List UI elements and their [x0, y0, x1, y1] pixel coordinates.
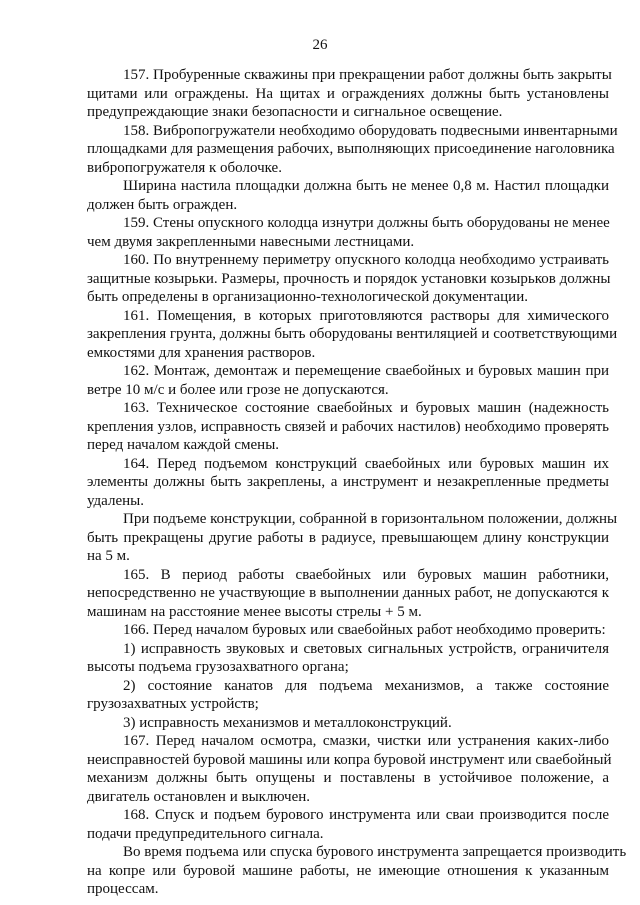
paragraph-line: быть определены в организационно-технологической документации. — [87, 289, 528, 305]
paragraph-line: высоты подъема грузозахватного органа; — [87, 659, 349, 675]
paragraph-line: быть прекращены другие работы в радиусе, превышающем длину конструкции — [87, 529, 609, 546]
paragraph-line: процессам. — [87, 881, 159, 897]
paragraph-line: закрепления грунта, должны быть оборудованы вентиляцией и соответствующими — [87, 326, 618, 342]
paragraph — [87, 677, 609, 714]
paragraph-line: щитами или ограждены. На щитах и ограждениях должны быть установлены — [87, 85, 609, 102]
paragraph — [87, 122, 618, 178]
paragraph — [87, 177, 609, 214]
paragraph-line: на копре или буровой машине работы, не имеющие отношения к указанным — [87, 862, 609, 879]
paragraph — [87, 621, 609, 640]
paragraph — [87, 732, 612, 806]
paragraph-line: чем двумя закрепленными навесными лестницами. — [87, 233, 415, 250]
paragraph — [87, 640, 609, 677]
paragraph-line: вибропогружателя к оболочке. — [87, 159, 282, 176]
paragraph-line: 2) состояние канатов для подъема механизмов, а также состояние — [123, 677, 609, 694]
paragraph-line: удалены. — [87, 492, 144, 509]
paragraph — [87, 251, 609, 307]
paragraph — [87, 843, 627, 899]
paragraph-line: емкостями для хранения растворов. — [87, 344, 316, 361]
paragraph-line: площадками для размещения рабочих, выполняющих присоединение наголовника — [87, 141, 615, 157]
page-number: 26 — [312, 37, 328, 53]
paragraph-line: на 5 м. — [87, 548, 130, 564]
paragraph — [87, 399, 609, 455]
paragraph-line: 166. Перед началом буровых или сваебойных работ необходимо проверить: — [123, 622, 606, 638]
paragraph-line: грузозахватных устройств; — [87, 696, 259, 712]
paragraph-line: двигатель остановлен и выключен. — [87, 788, 311, 805]
paragraph-line: перед началом каждой смены. — [87, 437, 280, 453]
paragraph-line: неисправностей буровой машины или копра буровой инструмент или сваебойный — [87, 751, 612, 768]
paragraph-line: 158. Вибропогружатели необходимо оборудовать подвесными инвентарными — [123, 122, 618, 139]
paragraph-line: 161. Помещения, в которых приготовляются растворы для химического — [123, 307, 609, 324]
paragraph — [87, 510, 618, 566]
paragraph-line: предупреждающие знаки безопасности и сигнальное освещение. — [87, 104, 503, 120]
paragraph — [87, 214, 609, 251]
paragraph-line: 157. Пробуренные скважины при прекращении работ должны быть закрыты — [123, 67, 612, 83]
paragraph-line: элементы должны быть закреплены, а инструмент и незакрепленные предметы — [87, 474, 609, 490]
paragraph-line: Во время подъема или спуска бурового инструмента запрещается производить — [123, 844, 627, 860]
paragraph — [87, 362, 609, 399]
paragraph-line: 160. По внутреннему периметру опускного колодца необходимо устраивать — [123, 252, 609, 268]
paragraph-line: 3) исправность механизмов и металлоконструкций. — [123, 714, 452, 731]
paragraph-line: Ширина настила площадки должна быть не менее 0,8 м. Настил площадки — [123, 178, 609, 194]
paragraph — [87, 66, 612, 122]
paragraph-line: крепления узлов, исправность связей и рабочих настилов) необходимо проверять — [87, 418, 609, 435]
paragraph-line: защитные козырьки. Размеры, прочность и порядок установки козырьков должны — [87, 270, 611, 287]
paragraph-line: 163. Техническое состояние сваебойных и буровых машин (надежность — [123, 400, 609, 416]
document-body — [87, 66, 627, 899]
paragraph-line: 162. Монтаж, демонтаж и перемещение сваебойных и буровых машин при — [123, 363, 609, 379]
paragraph-line: 167. Перед началом осмотра, смазки, чистки или устранения каких-либо — [123, 733, 609, 749]
paragraph-line: машинам на расстояние менее высоты стрелы + 5 м. — [87, 603, 422, 620]
paragraph-line: 159. Стены опускного колодца изнутри должны быть оборудованы не менее — [123, 215, 610, 231]
paragraph-line: 168. Спуск и подъем бурового инструмента или сваи производится после — [123, 807, 609, 823]
paragraph — [87, 806, 609, 843]
paragraph-line: При подъеме конструкции, собранной в горизонтальном положении, должны — [123, 511, 618, 527]
paragraph — [87, 455, 609, 511]
paragraph — [87, 307, 618, 363]
paragraph-line: должен быть огражден. — [87, 196, 238, 213]
paragraph-line: непосредственно не участвующие в выполнении данных работ, не допускаются к — [87, 585, 609, 601]
paragraph-line: подачи предупредительного сигнала. — [87, 825, 324, 842]
paragraph-line: ветре 10 м/с и более или грозе не допускаются. — [87, 381, 389, 398]
paragraph — [87, 714, 609, 733]
paragraph-line: 164. Перед подъемом конструкций сваебойных или буровых машин их — [123, 455, 609, 472]
paragraph-line: 165. В период работы сваебойных или буровых машин работники, — [123, 566, 609, 583]
paragraph — [87, 566, 609, 622]
paragraph-line: механизм должны быть опущены и поставлены в устойчивое положение, а — [87, 770, 609, 786]
paragraph-line: 1) исправность звуковых и световых сигнальных устройств, ограничителя — [123, 640, 609, 657]
